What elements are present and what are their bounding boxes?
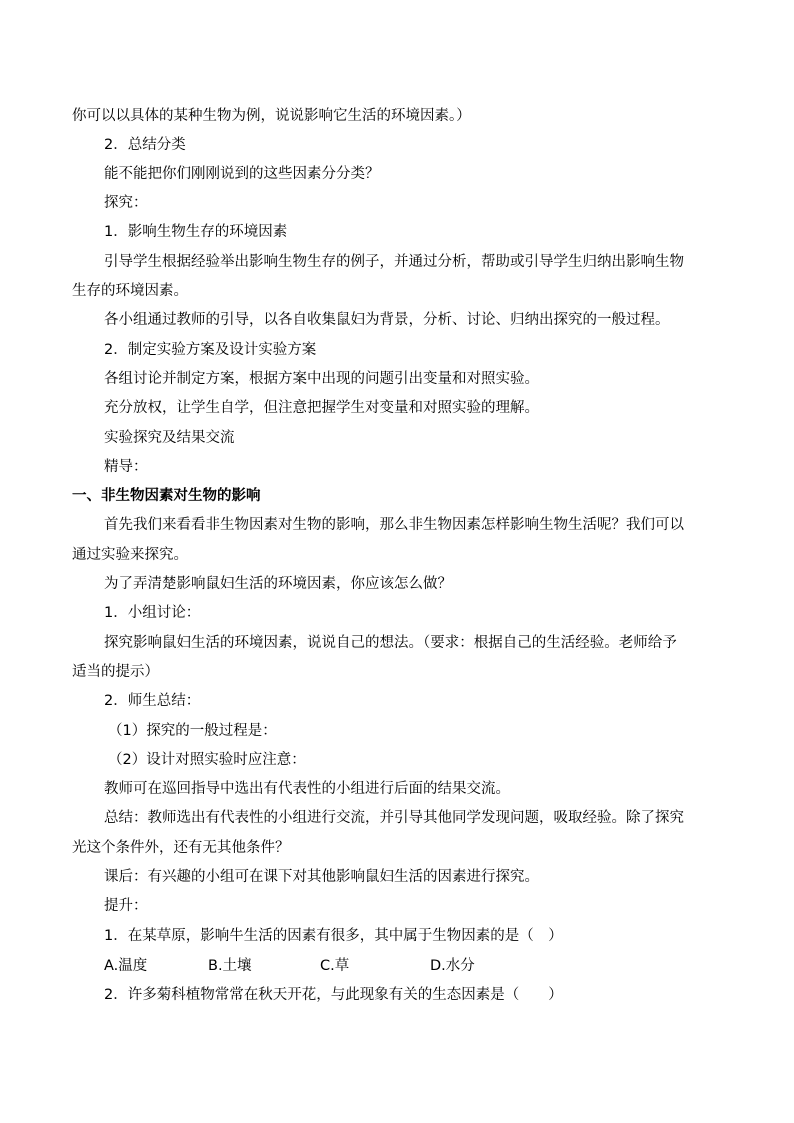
question-1: 1．在某草原，影响牛生活的因素有很多，其中属于生物因素的是（ ） bbox=[104, 928, 563, 944]
option-b: B.土壤 bbox=[208, 958, 252, 974]
section-heading: 1．小组讨论： bbox=[104, 605, 201, 621]
option-d: D.水分 bbox=[430, 958, 475, 974]
paragraph-line: 你可以以具体的某种生物为例，说说影响它生活的环境因素。） bbox=[72, 108, 471, 124]
paragraph-line: 各组讨论并制定方案，根据方案中出现的问题引出变量和对照实验。 bbox=[104, 371, 539, 387]
paragraph-line: 教师可在巡回指导中选出有代表性的小组进行后面的结果交流。 bbox=[104, 781, 510, 797]
section-label: 精导： bbox=[104, 459, 148, 475]
paragraph-line: 为了弄清楚影响鼠妇生活的环境因素，你应该怎么做？ bbox=[104, 576, 452, 592]
section-heading: 2．师生总结： bbox=[104, 693, 201, 709]
option-a: A.温度 bbox=[104, 958, 148, 974]
section-heading: 1．影响生物生存的环境因素 bbox=[104, 224, 288, 240]
paragraph-line: 总结：教师选出有代表性的小组进行交流，并引导其他同学发现问题，吸取经验。除了探究 bbox=[104, 810, 684, 826]
paragraph-line: 通过实验来探究。 bbox=[72, 547, 188, 563]
list-item: （1）探究的一般过程是： bbox=[108, 723, 277, 739]
option-c: C.草 bbox=[320, 958, 350, 974]
section-heading: 2．总结分类 bbox=[104, 137, 186, 153]
section-label: 提升： bbox=[104, 898, 148, 914]
section-heading: 2．制定实验方案及设计实验方案 bbox=[104, 342, 317, 358]
section-label: 探究： bbox=[104, 195, 148, 211]
paragraph-line: 充分放权，让学生自学，但注意把握学生对变量和对照实验的理解。 bbox=[104, 400, 539, 416]
paragraph-line: 光这个条件外，还有无其他条件？ bbox=[72, 840, 290, 856]
paragraph-line: 引导学生根据经验举出影响生物生存的例子，并通过分析，帮助或引导学生归纳出影响生物 bbox=[104, 254, 684, 270]
paragraph-line: 首先我们来看看非生物因素对生物的影响，那么非生物因素怎样影响生物生活呢？我们可以 bbox=[104, 517, 684, 533]
chapter-heading: 一、非生物因素对生物的影响 bbox=[72, 488, 261, 504]
paragraph-line: 生存的环境因素。 bbox=[72, 283, 188, 299]
paragraph-line: 探究影响鼠妇生活的环境因素，说说自己的想法。（要求：根据自己的生活经验。老师给予 bbox=[104, 635, 677, 651]
paragraph-line: 各小组通过教师的引导，以各自收集鼠妇为背景，分析、讨论、归纳出探究的一般过程。 bbox=[104, 312, 670, 328]
paragraph-line: 适当的提示） bbox=[72, 664, 159, 680]
question-2: 2．许多菊科植物常常在秋天开花，与此现象有关的生态因素是（ ） bbox=[104, 987, 563, 1003]
question-1-options bbox=[104, 956, 752, 976]
paragraph-line: 能不能把你们刚刚说到的这些因素分分类？ bbox=[104, 166, 380, 182]
list-item: （2）设计对照实验时应注意： bbox=[108, 752, 306, 768]
paragraph-line: 课后：有兴趣的小组可在课下对其他影响鼠妇生活的因素进行探究。 bbox=[104, 869, 539, 885]
section-label: 实验探究及结果交流 bbox=[104, 430, 235, 446]
